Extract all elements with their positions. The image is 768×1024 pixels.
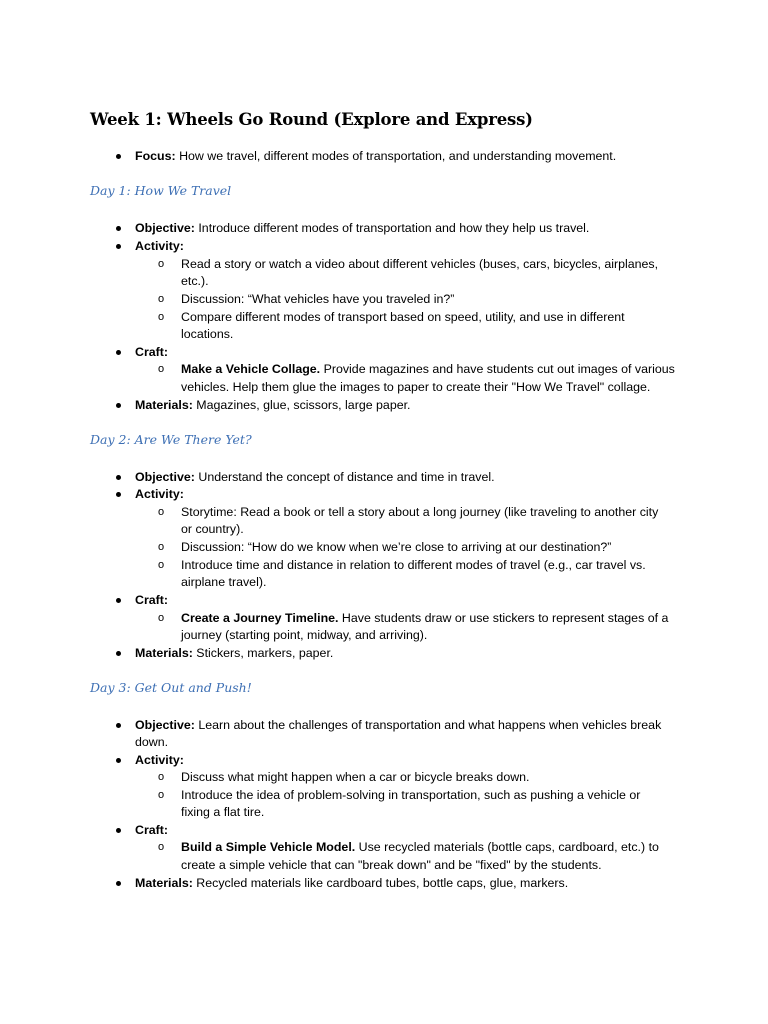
materials-text: Magazines, glue, scissors, large paper. [192,398,411,412]
day-3-objective [135,717,661,734]
hollow-bullet-icon: o [158,293,165,305]
day-1-activity-label [135,238,184,255]
bullet-icon [116,758,121,763]
day-2-materials [135,645,333,662]
day-1-craft-1 [181,361,675,378]
day-1-activity-3: Compare different modes of transport based on speed, utility, and use in different [181,310,625,324]
hollow-bullet-icon: o [158,506,165,518]
day-1-activity-1-cont: etc.). [181,274,209,288]
activity-label: Activity: [135,487,184,501]
day-1-activity-1: Read a story or watch a video about different vehicles (buses, cars, bicycles, airplanes, [181,257,659,271]
craft-text: Provide magazines and have students cut out images of various [320,362,675,376]
objective-text: Introduce different modes of transportation and how they help us travel. [194,221,590,235]
day-3-materials [135,875,568,892]
day-2-craft-1 [181,610,668,627]
hollow-bullet-icon: o [158,841,165,853]
hollow-bullet-icon: o [158,789,165,801]
objective-label: Objective: [135,718,195,732]
day-2-objective [135,469,495,486]
hollow-bullet-icon: o [158,258,165,270]
craft-text: Use recycled materials (bottle caps, cardboard, etc.) to [355,840,659,854]
bullet-icon [116,154,121,159]
craft-text: Have students draw or use stickers to represent stages of a [338,611,669,625]
bullet-icon [116,598,121,603]
objective-label: Objective: [135,221,195,235]
hollow-bullet-icon: o [158,559,165,571]
day-1-heading: Day 1: How We Travel [90,183,232,198]
day-3-craft-2: create a simple vehicle that can "break down" and be "fixed" by the students. [181,858,602,872]
hollow-bullet-icon: o [158,612,165,624]
materials-label: Materials: [135,398,193,412]
day-1-objective [135,220,589,237]
objective-label: Objective: [135,470,195,484]
craft-label: Craft: [135,345,169,359]
bullet-icon [116,226,121,231]
day-3-craft-label [135,822,168,839]
day-3-activity-2-cont: fixing a flat tire. [181,805,265,819]
hollow-bullet-icon: o [158,363,165,375]
day-2-activity-1: Storytime: Read a book or tell a story about a long journey (like traveling to another city [181,505,659,519]
day-1-craft-2: vehicles. Help them glue the images to paper to create their "How We Travel" collage. [181,380,651,394]
hollow-bullet-icon: o [158,311,165,323]
day-2-craft-label [135,592,168,609]
bullet-icon [116,651,121,656]
bullet-icon [116,244,121,249]
bullet-icon [116,403,121,408]
day-1-activity-3-cont: locations. [181,327,234,341]
day-2-heading: Day 2: Are We There Yet? [90,432,252,447]
bullet-icon [116,723,121,728]
day-2-activity-1-cont: or country). [181,522,244,536]
day-3-activity-2: Introduce the idea of problem-solving in transportation, such as pushing a vehicle or [181,788,641,802]
materials-label: Materials: [135,646,193,660]
day-2-activity-3: Introduce time and distance in relation to different modes of travel (e.g., car travel vs. [181,558,646,572]
materials-label: Materials: [135,876,193,890]
day-3-objective-cont: down. [135,735,169,749]
day-3-activity-label [135,752,184,769]
objective-text: Learn about the challenges of transportation and what happens when vehicles break [194,718,662,732]
materials-text: Stickers, markers, paper. [192,646,334,660]
focus-label: Focus: [135,149,176,163]
focus-text: How we travel, different modes of transportation, and understanding movement. [175,149,617,163]
day-2-activity-2: Discussion: “How do we know when we’re close to arriving at our destination?” [181,540,612,554]
focus-line [135,148,616,165]
bullet-icon [116,492,121,497]
craft-title: Build a Simple Vehicle Model. [181,840,356,854]
day-1-craft-label [135,344,168,361]
activity-label: Activity: [135,239,184,253]
craft-label: Craft: [135,823,169,837]
materials-text: Recycled materials like cardboard tubes, bottle caps, glue, markers. [192,876,569,890]
hollow-bullet-icon: o [158,771,165,783]
hollow-bullet-icon: o [158,541,165,553]
page-title: Week 1: Wheels Go Round (Explore and Express) [90,110,533,129]
bullet-icon [116,828,121,833]
day-3-craft-1 [181,839,659,856]
day-2-activity-3-cont: airplane travel). [181,575,267,589]
bullet-icon [116,475,121,480]
craft-title: Create a Journey Timeline. [181,611,339,625]
day-1-materials [135,397,411,414]
bullet-icon [116,881,121,886]
craft-label: Craft: [135,593,169,607]
day-3-activity-1: Discuss what might happen when a car or bicycle breaks down. [181,770,530,784]
craft-title: Make a Vehicle Collage. [181,362,321,376]
bullet-icon [116,350,121,355]
activity-label: Activity: [135,753,184,767]
day-3-heading: Day 3: Get Out and Push! [90,680,252,695]
day-2-craft-2: journey (starting point, midway, and arriving). [181,628,428,642]
day-2-activity-label [135,486,184,503]
day-1-activity-2: Discussion: “What vehicles have you traveled in?” [181,292,455,306]
objective-text: Understand the concept of distance and time in travel. [194,470,495,484]
